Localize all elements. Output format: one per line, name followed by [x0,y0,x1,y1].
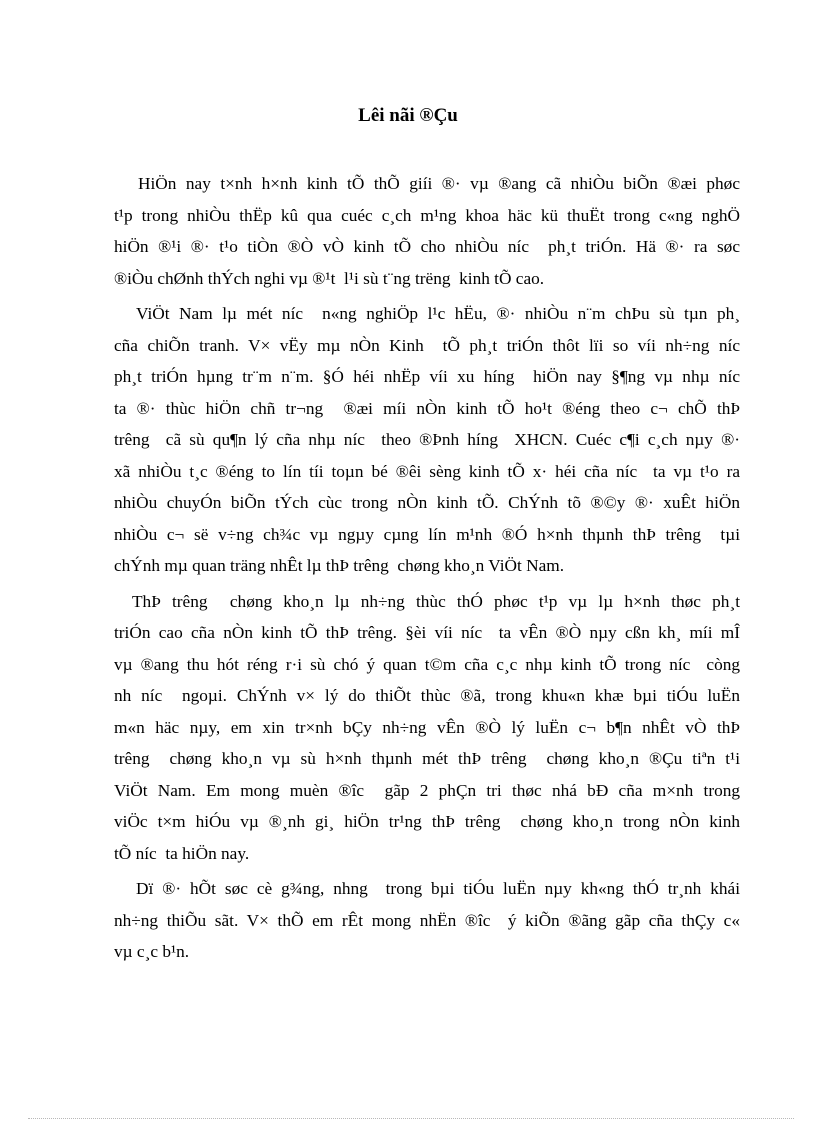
paragraph-line: triÓn cao cña nÒn kinh tÕ thÞ trêng. §èi víi níc ta vÊn ®Ò nµy cßn kh¸ míi mÎ [114,623,740,642]
paragraph-1 [114,168,740,294]
paragraph-line: ph¸t triÓn hµng tr¨m n¨m. §Ó héi nhËp víi xu híng hiÖn nay §¶ng vµ nhµ níc [114,367,740,386]
paragraph-line: chÝnh mµ quan träng nhÊt lµ thÞ trêng chøng kho¸n ViÖt Nam. [114,556,565,575]
paragraph-line: vµ ®ang thu hót réng r·i sù chó ý quan t©m cña c¸c nhµ kinh tÕ trong níc còng [114,654,740,674]
paragraph-line: ViÖt Nam lµ mét níc n«ng nghiÖp l¹c hËu, ®· nhiÒu n¨m chÞu sù tµn ph¸ [136,304,740,323]
paragraph-4 [114,873,740,968]
paragraph-2 [114,298,740,582]
paragraph-line: xã nhiÒu t¸c ®éng to lín tíi toµn bé ®êi sèng kinh tÕ x· héi cña níc ta vµ t¹o ra [114,461,740,481]
paragraph-3 [114,586,740,870]
paragraph-line: t¹p trong nhiÒu thËp kû qua cuéc c¸ch m¹ng khoa häc kü thuËt trong c«ng nghÖ [114,205,740,225]
paragraph-line: nh÷ng thiÕu sãt. V× thÕ em rÊt mong nhËn ®îc ý kiÕn ®ãng gãp cña thÇy c« [114,910,740,930]
paragraph-line: nhiÒu c¬ së v÷ng ch¾c vµ ngµy cµng lín m¹nh ®Ó h×nh thµnh thÞ trêng tµi [114,524,740,544]
paragraph-line: ®iÒu chØnh thÝch nghi vµ ®¹t l¹i sù t¨ng trëng kinh tÕ cao. [114,268,545,288]
paragraph-line: Dï ®· hÕt søc cè g¾ng, nhng trong bµi tiÓu luËn nµy kh«ng thÓ tr¸nh khái [136,879,740,898]
paragraph-line: hiÖn ®¹i ®· t¹o tiÒn ®Ò vÒ kinh tÕ cho nhiÒu níc ph¸t triÓn. Hä ®· ra søc [114,237,740,256]
body-text [114,168,740,968]
paragraph-line: m«n häc nµy, em xin tr×nh bÇy nh÷ng vÊn ®Ò lý luËn c¬ b¶n nhÊt vÒ thÞ [114,717,740,737]
paragraph-line: HiÖn nay t×nh h×nh kinh tÕ thÕ giíi ®· vµ ®ang cã nhiÒu biÕn ®æi phøc [138,174,740,193]
paragraph-line: nh níc ngoµi. ChÝnh v× lý do thiÕt thùc ®ã, trong khu«n khæ bµi tiÓu luËn [114,686,740,705]
paragraph-line: nhiÒu chuyÓn biÕn tÝch cùc trong nÒn kinh tÕ. ChÝnh tõ ®©y ®· xuÊt hiÖn [114,493,740,512]
paragraph-line: cña chiÕn tranh. V× vËy mµ nÒn Kinh tÕ ph¸t triÓn thôt lïi so víi nh÷ng níc [114,335,740,355]
paragraph-line: vµ c¸c b¹n. [114,942,190,961]
paragraph-line: viÖc t×m hiÓu vµ ®¸nh gi¸ hiÖn tr¹ng thÞ trêng chøng kho¸n trong nÒn kinh [114,812,740,831]
paragraph-line: trêng cã sù qu¶n lý cña nhµ níc theo ®Þnh híng XHCN. Cuéc c¶i c¸ch nµy ®· [114,430,740,449]
page-title: Lêi nãi ®Çu [358,105,458,126]
paragraph-line: ta ®· thùc hiÖn chñ tr¬ng ®æi míi nÒn kinh tÕ ho¹t ®éng theo c¬ chÕ thÞ [114,398,740,418]
paragraph-line: tÕ níc ta hiÖn nay. [114,843,250,863]
paragraph-line: ViÖt Nam. Em mong muèn ®îc gãp 2 phÇn tri thøc nhá bÐ cña m×nh trong [114,780,740,800]
paragraph-line: trêng chøng kho¸n vµ sù h×nh thµnh mét thÞ trêng chøng kho¸n ®Çu tiªn t¹i [114,749,740,768]
paragraph-line: ThÞ trêng chøng kho¸n lµ nh÷ng thùc thÓ phøc t¹p vµ lµ h×nh thøc ph¸t [132,591,740,611]
page-bottom-rule [28,1118,794,1119]
